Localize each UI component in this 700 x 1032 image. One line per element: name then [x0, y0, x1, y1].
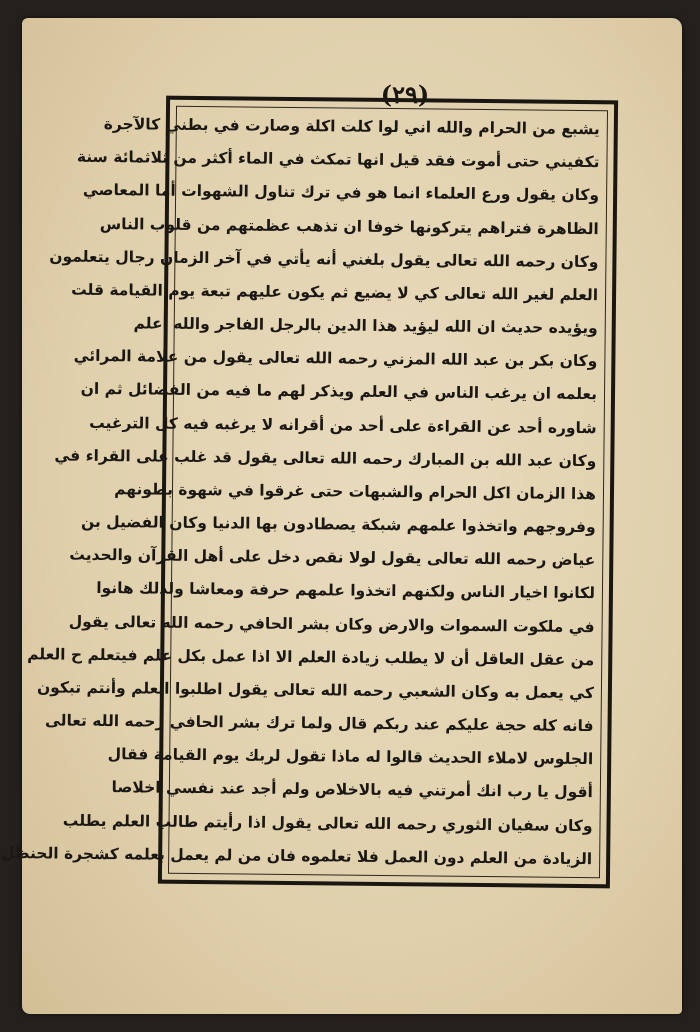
- text-line: الجلوس لاملاء الحديث قالوا له ماذا تقول لربك يوم القيامة فقال: [107, 745, 594, 769]
- text-line: عياض رحمه الله تعالى يقول لولا نقص دخل على أهل القرآن والحديث: [69, 545, 596, 570]
- text-line: وكان سفيان الثوري رحمه الله تعالى يقول اذا رأيتم طالب العلم يطلب: [62, 811, 593, 835]
- text-line: بعلمه ان يرغب الناس في العلم ويذكر لهم ما فيه من الفضائل ثم ان: [80, 380, 598, 404]
- text-line: يشبع من الحرام والله اني لوا كلت اكلة وصارت في بطني كالآجرة: [103, 115, 600, 139]
- text-line: وكان عبد الله بن المبارك رحمه الله تعالى يقول قد غلب على القراء في: [54, 446, 597, 470]
- text-line: هذا الزمان اكل الحرام والشبهات حتى غرقوا في شهوة بطونهم: [114, 480, 597, 504]
- text-line: في ملكوت السموات والارض وكان بشر الحافي رحمه الله تعالى يقول: [68, 612, 595, 636]
- text-line: ويؤيده حديث ان الله ليؤيد هذا الدين بالرجل الفاجر والله أعلم: [133, 314, 598, 338]
- text-line: وكان يقول ورع العلماء انما هو في ترك تناول الشهوات أما المعاصي: [82, 181, 600, 205]
- text-line: فانه كله حجة عليكم عند ربكم قال ولما ترك بشر الحافي رحمه الله تعالى: [44, 711, 594, 736]
- text-line: العلم لغير الله تعالى كي لا يضيع ثم يكون عليهم تبعة يوم القيامة قلت: [71, 280, 599, 305]
- text-line: وكان بكر بن عبد الله المزني رحمه الله تعالى يقول من علامة المرائي: [73, 346, 598, 371]
- text-line: لكانوا اخيار الناس ولكنهم اتخذوا علمهم حرفة ومعاشا ولذلك هانوا: [96, 579, 596, 603]
- text-line: تكفيني حتى أموت فقد قيل انها تمكث في الماء أكثر من ثلاثمائة سنة: [76, 147, 600, 172]
- page-number: (٢٩): [380, 80, 430, 109]
- text-line: وفروجهم واتخذوا علمهم شبكة يصطادون بها الدنيا وكان الفضيل بن: [80, 512, 596, 537]
- text-line: الزيادة من العلم دون العمل فلا تعلموه فان من لم يعمل بعلمه كشجرة الحنظل: [0, 843, 593, 868]
- text-line: الظاهرة فتراهم يتركونها خوفا ان تذهب عظمتهم من قلوب الناس: [99, 214, 599, 238]
- text-line: وكان رحمه الله تعالى يقول بلغني أنه يأتي في آخر الزمان رجال يتعلمون: [49, 247, 599, 271]
- text-line: من عقل العاقل أن لا يطلب زيادة العلم الا اذا عمل بكل علم فيتعلم ح العلم: [27, 644, 595, 669]
- body-text: [0, 110, 600, 874]
- text-line: شاوره أحد عن القراءة على أحد من أقرانه لا يرغبه فيه كل الترغيب: [89, 413, 597, 437]
- text-frame: [0, 96, 618, 889]
- text-line: كي يعمل به وكان الشعبي رحمه الله تعالى يقول اطلبوا العلم وأنتم تبكون: [36, 678, 594, 703]
- text-line: أقول يا رب انك أمرتني فيه بالاخلاص ولم أجد عند نفسي اخلاصا: [111, 778, 593, 802]
